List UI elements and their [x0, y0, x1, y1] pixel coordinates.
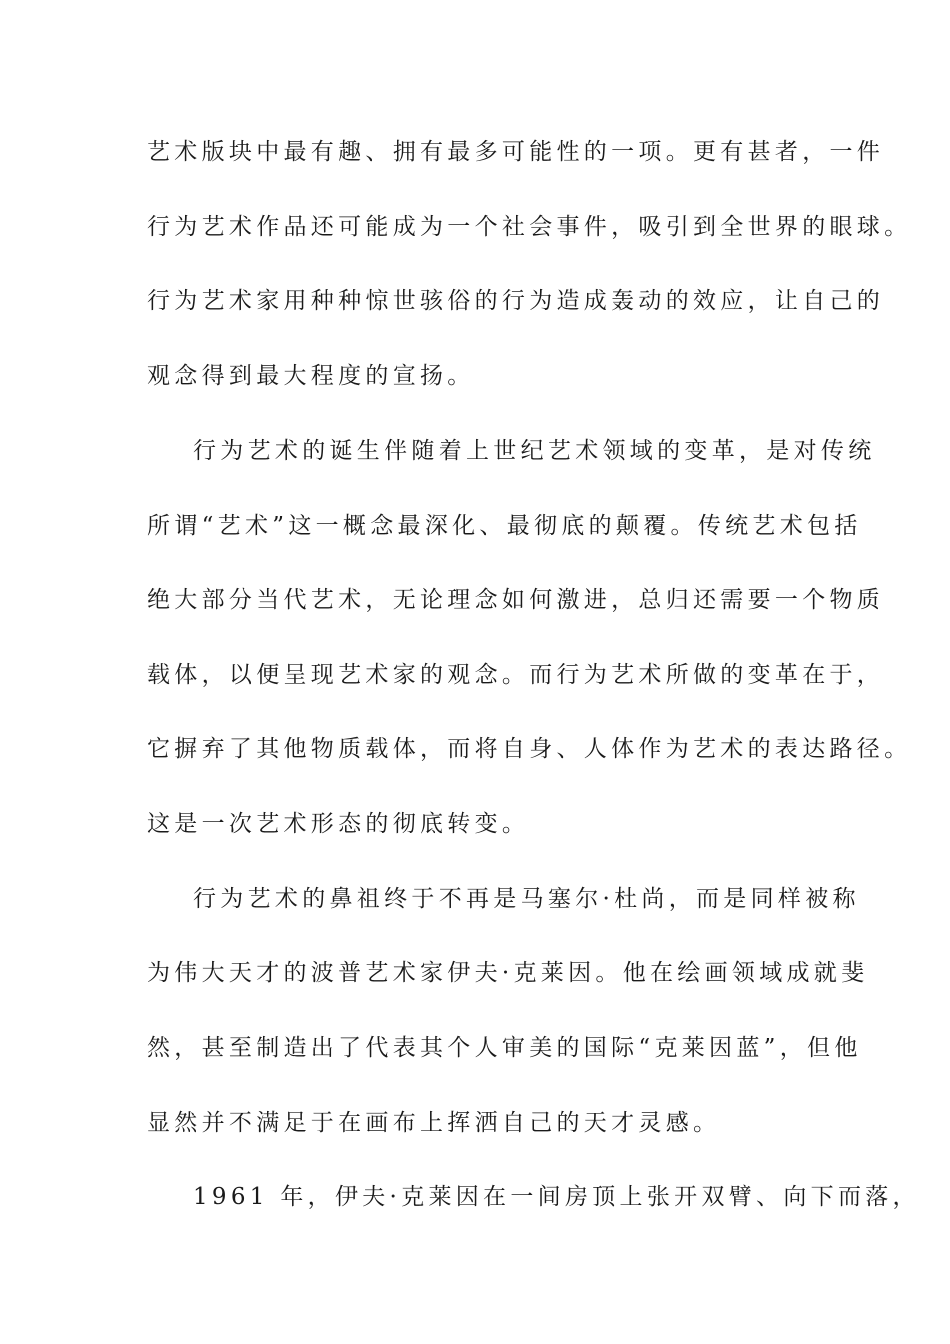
text-line: 它摒弃了其他物质载体，而将自身、人体作为艺术的表达路径。 [147, 736, 912, 762]
text-line: 然，甚至制造出了代表其个人审美的国际“克莱因蓝”，但他 [147, 1035, 862, 1061]
text-line: 这是一次艺术形态的彻底转变。 [147, 811, 530, 837]
text-line: 所谓“艺术”这一概念最深化、最彻底的颠覆。传统艺术包括 [147, 513, 862, 539]
text-line: 艺术版块中最有趣、拥有最多可能性的一项。更有甚者，一件 [147, 139, 885, 165]
text-line: 行为艺术家用种种惊世骇俗的行为造成轰动的效应，让自己的 [147, 288, 885, 314]
text-line: 绝大部分当代艺术，无论理念如何激进，总归还需要一个物质 [147, 587, 885, 613]
paragraph-first-line: 行为艺术的鼻祖终于不再是马塞尔·杜尚，而是同样被称 [193, 886, 860, 912]
text-line: 为伟大天才的波普艺术家伊夫·克莱因。他在绘画领域成就斐 [147, 960, 869, 986]
paragraph-first-line: 1961 年，伊夫·克莱因在一间房顶上张开双臂、向下而落， [193, 1184, 920, 1210]
text-line: 行为艺术作品还可能成为一个社会事件，吸引到全世界的眼球。 [147, 214, 912, 240]
paragraph-first-line: 行为艺术的诞生伴随着上世纪艺术领域的变革，是对传统 [193, 438, 876, 464]
text-line: 观念得到最大程度的宣扬。 [147, 363, 475, 389]
text-line: 显然并不满足于在画布上挥洒自己的天才灵感。 [147, 1110, 721, 1136]
text-line: 载体，以便呈现艺术家的观念。而行为艺术所做的变革在于， [147, 662, 885, 688]
